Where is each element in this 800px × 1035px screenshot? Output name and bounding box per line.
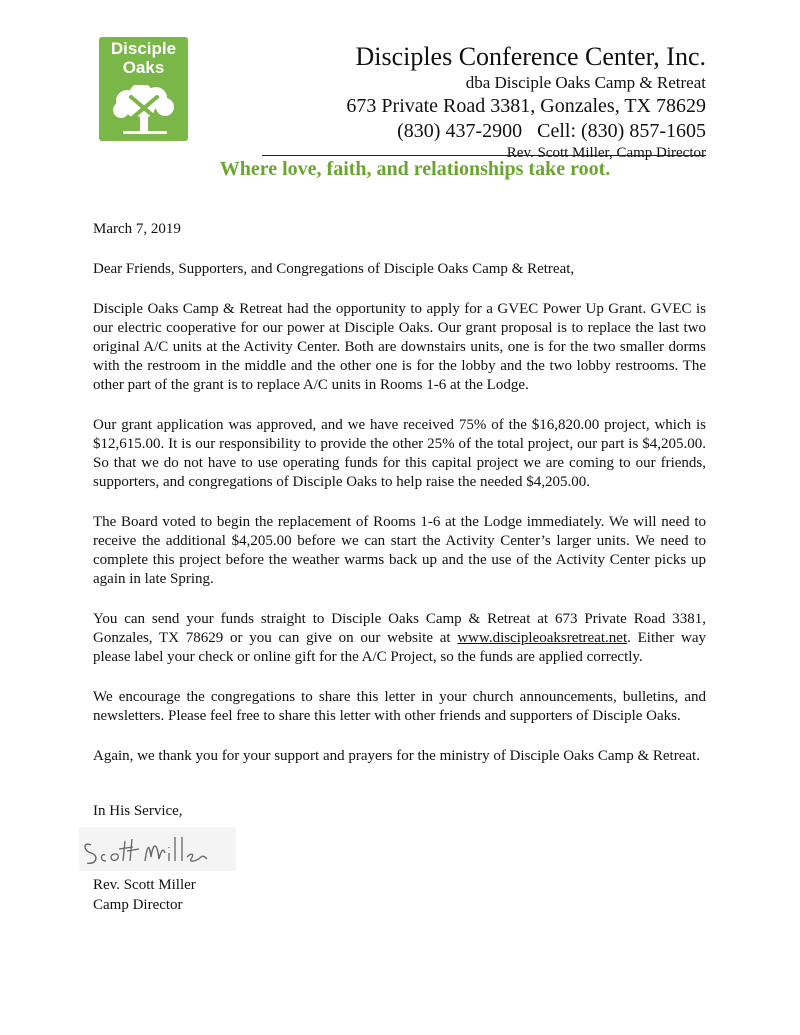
- logo-line-1: Disciple: [110, 39, 177, 58]
- closing: In His Service,: [93, 803, 183, 819]
- dba-line: dba Disciple Oaks Camp & Retreat: [465, 73, 706, 92]
- letter-body: [93, 220, 706, 915]
- organization-name: Disciples Conference Center, Inc.: [355, 42, 706, 71]
- phone-line: (830) 437-2900 Cell: (830) 857-1605: [397, 120, 706, 142]
- salutation: Dear Friends, Supporters, and Congregations of Disciple Oaks Camp & Retreat,: [93, 261, 575, 277]
- paragraph-approval: Our grant application was approved, and we have received 75% of the $16,820.00 project, which is $12,615.00. It is our responsibility to provide the other 25% of the total project, our part is $4,205.00. So that we do not have to use operating funds for this capital project we are coming to our friends, supporters, and congregations of Disciple Oaks to help raise the needed $4,205.00.: [93, 417, 706, 490]
- giving-text-2: . Either way please label your check or online gift for the A/C Project, so the funds are applied correctly.: [93, 630, 707, 665]
- disciple-oaks-logo: [99, 37, 188, 141]
- header-divider: [262, 155, 706, 156]
- signer-title: Camp Director: [93, 897, 183, 913]
- letterhead: [346, 42, 706, 163]
- paragraph-thanks: Again, we thank you for your support and prayers for the ministry of Disciple Oaks Camp & Retreat.: [93, 748, 700, 764]
- address-line: 673 Private Road 3381, Gonzales, TX 78629: [346, 95, 706, 117]
- oak-tree-icon: [107, 85, 181, 137]
- giving-text-1: You can send your funds straight to Disciple Oaks Camp & Retreat at 673 Private Road 3381, Gonzales, TX 78629 or you can give on our website at: [93, 611, 706, 646]
- logo-text: [99, 39, 188, 77]
- website-link[interactable]: www.discipleoaksretreat.net: [457, 630, 628, 646]
- handwritten-signature: [79, 827, 236, 871]
- signer-name: Rev. Scott Miller: [93, 877, 196, 893]
- signature: [79, 827, 236, 871]
- paragraph-share: We encourage the congregations to share this letter in your church announcements, bulletins, and newsletters. Please feel free to share this letter with other friends and supporters of Disciple Oaks.: [93, 689, 706, 724]
- paragraph-giving: [93, 610, 706, 667]
- tagline: Where love, faith, and relationships take root.: [219, 158, 611, 180]
- director-line: Rev. Scott Miller, Camp Director: [506, 145, 706, 161]
- paragraph-board: The Board voted to begin the replacement of Rooms 1-6 at the Lodge immediately. We will need to receive the additional $4,205.00 before we can start the Activity Center’s larger units. We need to complete this project before the weather warms back up and the use of the Activity Center picks up again in late Spring.: [93, 514, 706, 587]
- letter-date: March 7, 2019: [93, 221, 181, 237]
- paragraph-grant: Disciple Oaks Camp & Retreat had the opportunity to apply for a GVEC Power Up Grant. GVEC is our electric cooperative for our power at Disciple Oaks. Our grant proposal is to replace the last two original A/C units at the Activity Center. Both are downstairs units, one is for the two smaller dorms with the restroom in the middle and the other one is for the lobby and the two lobby restrooms. The other part of the grant is to replace A/C units in Rooms 1-6 at the Lodge.: [93, 301, 706, 393]
- logo-line-2: Oaks: [122, 58, 165, 77]
